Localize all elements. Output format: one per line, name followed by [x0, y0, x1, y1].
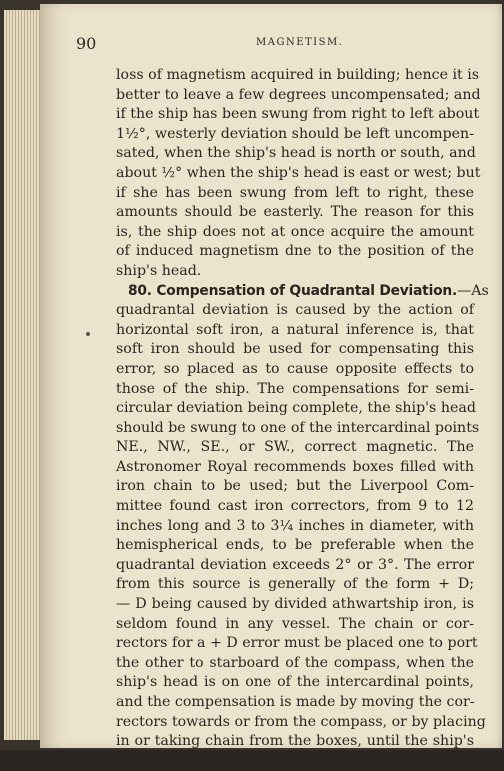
- text-line: if the ship has been swung from right to left about: [116, 106, 480, 123]
- text-line: mittee found cast iron correctors, from 9 to 12: [116, 498, 474, 515]
- section-heading-line: [116, 282, 489, 302]
- text-line: and the compensation is made by moving the cor-: [116, 694, 475, 710]
- text-line: 1½°, westerly deviation should be left uncompen-: [116, 125, 474, 142]
- margin-dot: [86, 332, 90, 336]
- text-line: ship's head.: [116, 262, 202, 279]
- text-line: rectors for a + D error must be placed one to port: [116, 635, 478, 652]
- text-line: in or taking chain from the boxes, until the ship's: [116, 733, 474, 750]
- page-edges: [4, 10, 44, 740]
- text-line: is, the ship does not at once acquire the amount: [116, 223, 474, 240]
- section-title: Compensation of Quadrantal Deviation.: [156, 282, 458, 299]
- text-line: from this source is generally of the form + D;: [116, 576, 474, 593]
- text-line: better to leave a few degrees uncompensated; and: [116, 86, 481, 103]
- text-line: of induced magnetism dne to the position of the: [116, 243, 474, 260]
- text-line: NE., NW., SE., or SW., correct magnetic. The: [116, 439, 474, 456]
- text-line: sated, when the ship's head is north or south, and: [116, 145, 476, 162]
- text-line: iron chain to be used; but the Liverpool Com-: [116, 478, 474, 495]
- text-line: hemispherical ends, to be preferable when the: [116, 537, 474, 554]
- text-line: error, so placed as to cause opposite effects to: [116, 360, 474, 377]
- text-line: — D being caused by divided athwartship iron, is: [116, 596, 474, 613]
- text-line: inches long and 3 to 3¼ inches in diameter, with: [116, 517, 474, 534]
- text-line: quadrantal deviation exceeds 2° or 3°. The error: [116, 556, 474, 573]
- text-line: the other to starboard of the compass, when the: [116, 654, 474, 671]
- text-line: circular deviation being complete, the ship's head: [116, 400, 476, 417]
- section-first-line-rest: —As: [457, 282, 489, 299]
- text-line: quadrantal deviation is caused by the action of: [116, 302, 474, 319]
- text-line: ship's head is on one of the intercardinal points,: [116, 674, 474, 691]
- page-header: [76, 34, 476, 54]
- text-line: amounts should be easterly. The reason for this: [116, 204, 474, 221]
- text-line: soft iron should be used for compensating this: [116, 341, 474, 358]
- body-text: [116, 66, 489, 771]
- page-number: 90: [76, 34, 97, 53]
- section-number: 80.: [128, 282, 152, 299]
- text-line: if she has been swung from left to right, these: [116, 184, 474, 201]
- running-head: MAGNETISM.: [256, 37, 344, 48]
- text-line: those of the ship. The compensations for semi-: [116, 380, 474, 397]
- text-line: seldom found in any vessel. The chain or cor-: [116, 615, 474, 632]
- text-line: head shows by compass the intercardinal point: [116, 752, 474, 769]
- text-line: Astronomer Royal recommends boxes filled with: [116, 458, 474, 475]
- text-line: about ½° when the ship's head is east or west; but: [116, 164, 481, 181]
- text-line: rectors towards or from the compass, or by placing: [116, 713, 486, 730]
- text-line: loss of magnetism acquired in building; hence it is: [116, 67, 480, 83]
- text-line: horizontal soft iron, a natural inference is, that: [116, 321, 474, 338]
- text-line: should be swung to one of the intercardinal points: [116, 419, 480, 436]
